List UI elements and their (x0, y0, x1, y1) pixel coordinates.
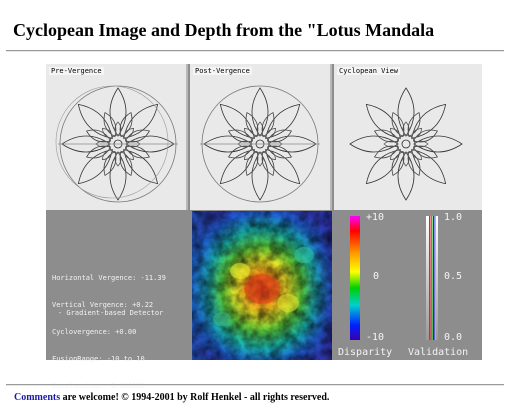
disparity-mid-label: 0 (373, 271, 380, 282)
cyclopean-view-image (334, 64, 482, 210)
top-divider (6, 50, 504, 52)
page-title: Cyclopean Image and Depth from the "Lotus Mandala (13, 20, 435, 40)
readout-fusion-range: FusionRange: -10 to 10 (52, 355, 145, 363)
vergence-readout (52, 256, 166, 409)
disparity-map (192, 211, 332, 360)
pre-vergence-image (46, 64, 186, 210)
panel-label: Pre-Vergence (51, 67, 102, 75)
detector-label: - Gradient-based Detector (58, 309, 164, 317)
pre-vergence-panel (46, 64, 188, 210)
disparity-top-label: +10 (366, 212, 385, 223)
cyclopean-view-panel (334, 64, 482, 210)
validation-mid-label: 0.5 (444, 271, 463, 282)
validation-top-label: 1.0 (444, 212, 463, 223)
disparity-scale-title: Disparity (338, 347, 393, 358)
bottom-divider (6, 384, 504, 386)
footer (14, 392, 329, 403)
post-vergence-image (190, 64, 330, 210)
panel-label: Post-Vergence (195, 67, 250, 75)
copyright-text: are welcome! © 1994-2001 by Rolf Henkel - all rights reserved. (60, 392, 330, 403)
validation-bottom-label: 0.0 (444, 332, 463, 343)
comments-link[interactable]: Comments (14, 392, 61, 403)
disparity-colorbar (350, 216, 360, 340)
post-vergence-panel (190, 64, 332, 210)
lotus-mandala-figure (46, 64, 482, 390)
readout-verification: Verification: 0.000000 (52, 382, 145, 390)
validation-colorbar (426, 216, 438, 340)
readout-cyclovergence: Cyclovergence: +0.00 (52, 328, 137, 336)
panel-label: Cyclopean View (339, 67, 399, 75)
validation-scale-title: Validation (408, 347, 469, 358)
disparity-bottom-label: -10 (366, 332, 385, 343)
readout-horizontal-vergence: Horizontal Vergence: -11.39 (52, 274, 166, 282)
readout-vertical-vergence: Vertical Vergence: +0.22 (52, 301, 154, 309)
